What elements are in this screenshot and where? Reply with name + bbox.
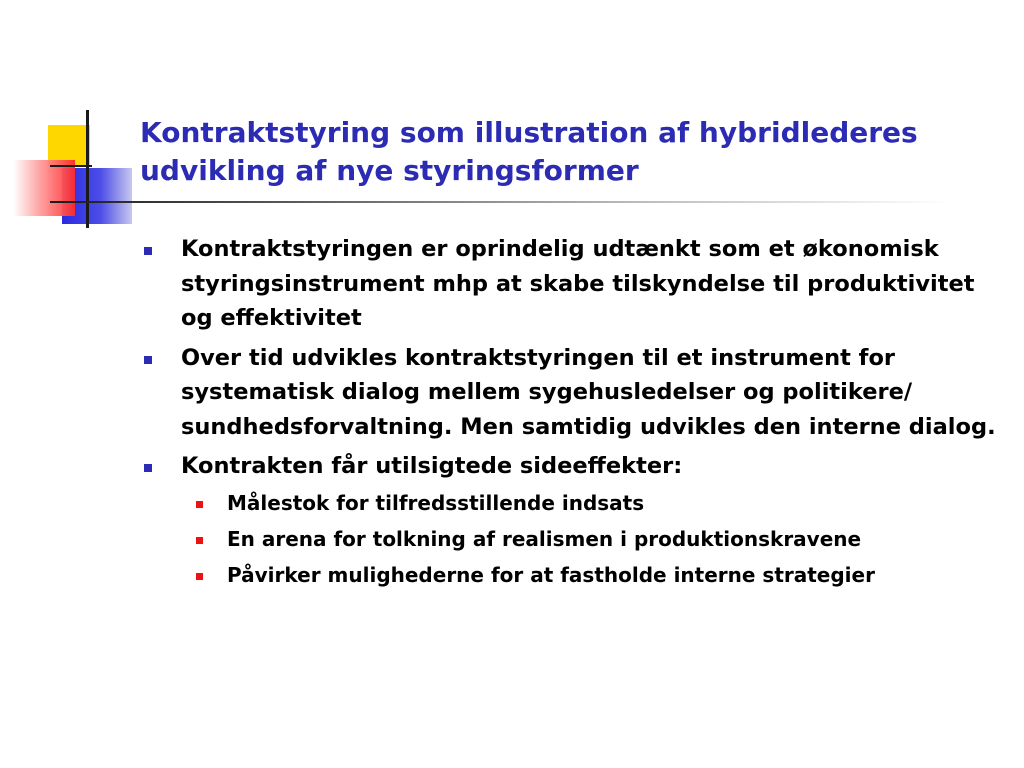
bullet-text: Over tid udvikles kontraktstyringen til et instrument for systematisk dialog mellem sygehusledelser og politikere/ sundhedsforvaltning. Men samtidig udvikles den interne dialog. — [181, 344, 996, 440]
red-square-bullet-icon — [196, 573, 203, 580]
sub-bullet-item — [181, 524, 1000, 554]
bullet-list — [140, 232, 1000, 590]
bullet-item — [140, 341, 1000, 445]
decorative-logo — [0, 100, 150, 240]
short-horizontal-line-shape — [50, 165, 92, 167]
bullet-item — [140, 449, 1000, 590]
red-square-bullet-icon — [196, 537, 203, 544]
slide-content — [140, 232, 1000, 596]
yellow-square-shape — [48, 125, 90, 165]
sub-bullet-list — [181, 488, 1000, 590]
bullet-item — [140, 232, 1000, 336]
vertical-line-shape — [86, 110, 89, 228]
red-square-bullet-icon — [196, 501, 203, 508]
slide-title: Kontraktstyring som illustration af hybridlederes udvikling af nye styringsformer — [140, 116, 918, 187]
square-bullet-icon — [144, 247, 152, 255]
square-bullet-icon — [144, 356, 152, 364]
sub-bullet-text: En arena for tolkning af realismen i produktionskravene — [227, 526, 862, 551]
sub-bullet-text: Påvirker mulighederne for at fastholde interne strategier — [227, 562, 875, 587]
sub-bullet-item — [181, 560, 1000, 590]
title-underline-shape — [50, 201, 950, 203]
square-bullet-icon — [144, 464, 152, 472]
red-square-shape — [13, 160, 75, 216]
bullet-text: Kontrakten får utilsigtede sideeffekter: — [181, 453, 683, 479]
sub-bullet-item — [181, 488, 1000, 518]
sub-bullet-text: Målestok for tilfredsstillende indsats — [227, 490, 645, 515]
bullet-text: Kontraktstyringen er oprindelig udtænkt som et økonomisk styringsinstrument mhp at skabe tilskyndelse til produktivitet og effektivitet — [181, 236, 975, 331]
